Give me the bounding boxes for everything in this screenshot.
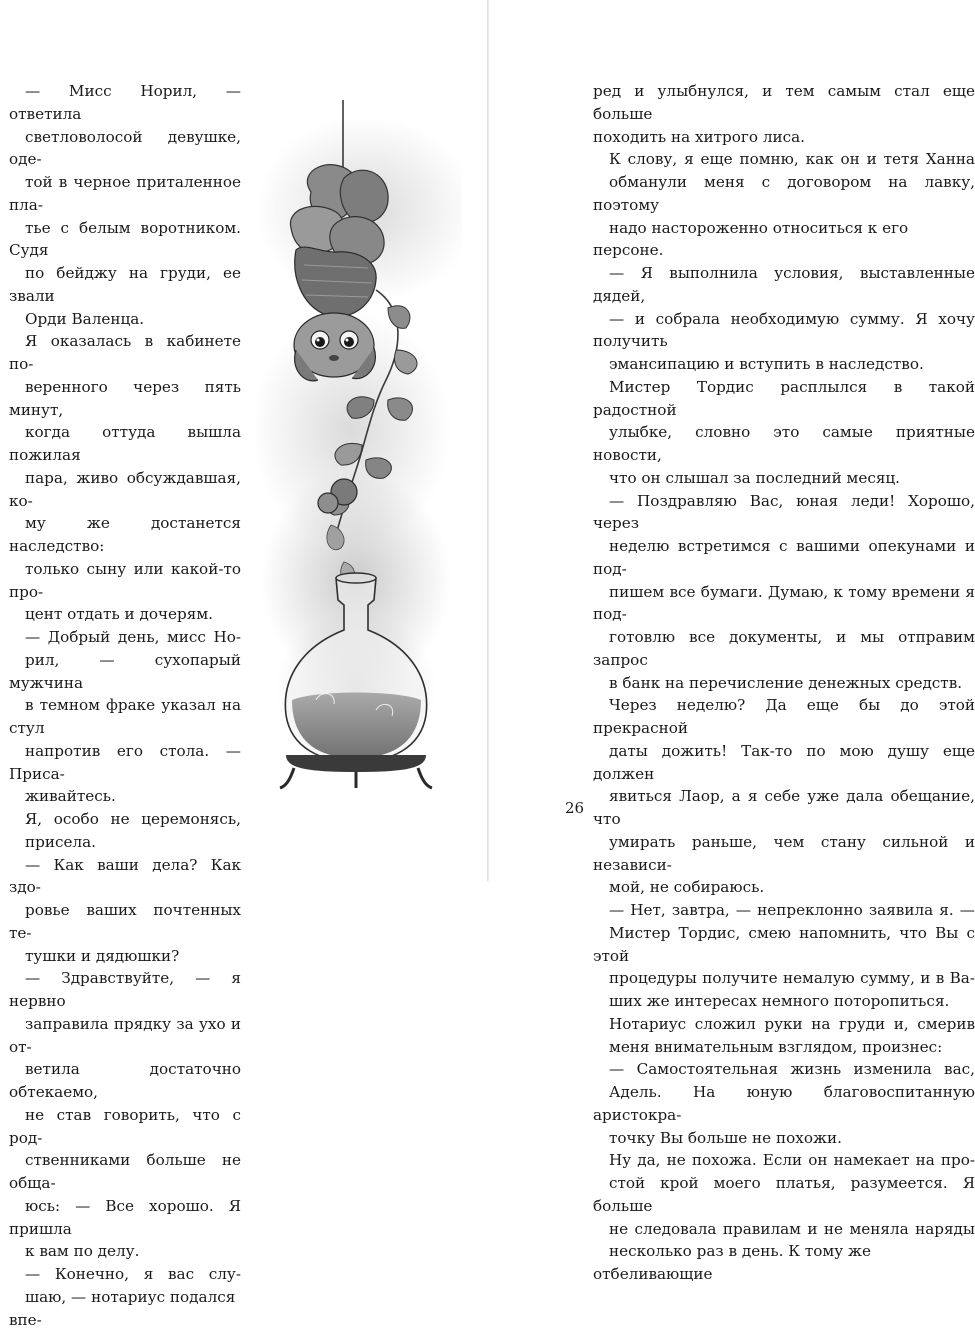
paragraph — [593, 148, 975, 262]
paragraph — [9, 330, 241, 626]
text-line: только сыну или какой-то про- — [9, 559, 241, 601]
text-line: умирать раньше, чем стану сильной и независи- — [593, 832, 975, 874]
text-line: надо настороженно относиться к его персоне. — [593, 218, 909, 260]
text-line: Орди Валенца. — [25, 309, 145, 328]
text-line: тье с белым воротником. Судя — [9, 218, 241, 260]
text-line: цент отдать и дочерям. — [25, 605, 213, 624]
text-line: эмансипацию и вступить в наследство. — [609, 355, 924, 373]
text-line: напротив его стола. — Приса- — [9, 741, 241, 783]
text-line: Ну да, не похожа. Если он намекает на про- — [609, 1151, 975, 1170]
text-line: не став говорить, что с род- — [9, 1105, 241, 1147]
paragraph — [593, 262, 975, 376]
text-line: пишем все бумаги. Думаю, к тому времени я под- — [593, 582, 975, 624]
text-line: — Я выполнила условия, выставленные дядей, — [593, 264, 975, 305]
text-line: ред и улыбнулся, и тем самым стал еще больше — [593, 82, 975, 123]
paragraph — [593, 1058, 975, 1149]
text-line: — Поздравляю Вас, юная леди! Хорошо, через — [593, 491, 975, 533]
text-line: заправила прядку за ухо и от- — [9, 1014, 241, 1056]
paragraph — [593, 80, 975, 148]
text-line: меня внимательным взглядом, произнес: — [609, 1037, 943, 1056]
text-line: обманули меня с договором на лавку, поэтому — [593, 173, 975, 214]
text-line: живайтесь. — [25, 787, 116, 806]
text-line: в банк на перечисление денежных средств. — [609, 673, 963, 692]
text-line: несколько раз в день. К тому же отбеливающие — [593, 1242, 871, 1283]
text-line: — и собрала необходимую сумму. Я хочу получить — [593, 309, 975, 351]
text-line: улыбке, словно это самые приятные новости, — [593, 423, 975, 464]
text-line: неделю встретимся с вашими опекунами и под- — [593, 537, 975, 578]
text-line: — Добрый день, мисс Но- — [25, 628, 241, 646]
paragraph — [9, 808, 241, 854]
text-line: готовлю все документы, и мы отправим запрос — [593, 628, 975, 669]
text-line: шаю, — нотариус подался впе- — [9, 1287, 236, 1329]
paragraph — [9, 854, 241, 968]
text-line: походить на хитрого лиса. — [593, 127, 805, 146]
text-line: К слову, я еще помню, как он и тетя Ханна — [609, 150, 975, 169]
text-line: присела. — [25, 832, 96, 851]
text-line: явиться Лаор, а я себе уже дала обещание, что — [593, 787, 975, 828]
text-line: ших же интересах немного поторопиться. — [609, 992, 950, 1010]
paragraph — [9, 1263, 241, 1331]
text-line: когда оттуда вышла пожилая — [9, 423, 241, 464]
paragraph — [593, 1013, 975, 1059]
hanging-creature-potion-illustration — [256, 100, 462, 790]
text-line: светловолосой девушке, оде- — [9, 127, 241, 169]
page-number: 26 — [565, 799, 585, 817]
text-line: в темном фраке указал на стул — [9, 696, 241, 737]
text-line: ственниками больше не обща- — [9, 1151, 241, 1192]
paragraph — [593, 490, 975, 695]
text-line: Нотариус сложил руки на груди и, смерив — [609, 1014, 975, 1033]
text-line: Через неделю? Да еще бы до этой прекрасной — [593, 696, 975, 737]
text-line: веренного через пять минут, — [9, 377, 241, 419]
paragraph — [593, 376, 975, 490]
text-line: рил, — сухопарый мужчина — [9, 650, 241, 692]
paragraph — [593, 694, 975, 899]
text-line: Адель. На юную благовоспитанную аристокра- — [593, 1083, 975, 1124]
right-page — [489, 0, 975, 1283]
text-line: пара, живо обсуждавшая, ко- — [9, 468, 241, 510]
text-line: Мистер Тордис расплылся в такой радостной — [593, 377, 975, 419]
paragraph — [593, 899, 975, 1013]
text-line: юсь: — Все хорошо. Я пришла — [9, 1196, 241, 1238]
text-line: — Мисс Норил, — ответила — [9, 82, 241, 123]
paragraph — [9, 626, 241, 808]
text-line: что он слышал за последний месяц. — [609, 468, 901, 487]
paragraph — [9, 967, 241, 1263]
left-page — [0, 0, 487, 1329]
text-line: ветила достаточно обтекаемо, — [9, 1060, 241, 1101]
text-line: му же достанется наследство: — [9, 514, 241, 555]
text-line: — Конечно, я вас слу- — [25, 1265, 241, 1283]
text-line: тушки и дядюшки? — [25, 946, 180, 965]
paragraph — [593, 1149, 975, 1286]
text-line: Я, особо не церемонясь, — [25, 810, 241, 828]
text-line: той в черное приталенное пла- — [9, 173, 241, 214]
paragraph — [9, 80, 241, 330]
text-line: Я оказалась в кабинете по- — [9, 332, 241, 373]
text-line: мой, не собираюсь. — [609, 878, 765, 897]
text-line: — Нет, завтра, — непреклонно заявила я. — — [609, 901, 975, 919]
right-text-column — [593, 80, 975, 1286]
text-line: ровье ваших почтенных те- — [9, 901, 241, 942]
text-line: Мистер Тордис, смею напомнить, что Вы с этой — [593, 923, 975, 965]
text-line: не следовала правилам и не меняла наряды — [609, 1219, 975, 1238]
text-line: — Здравствуйте, — я нервно — [9, 969, 241, 1010]
text-line: к вам по делу. — [25, 1242, 140, 1261]
text-line: — Самостоятельная жизнь изменила вас, — [609, 1060, 975, 1079]
left-text-column — [9, 80, 241, 1331]
text-line: даты дожить! Так-то по мою душу еще должен — [593, 741, 975, 783]
text-line: процедуры получите немалую сумму, и в Ва- — [609, 969, 975, 988]
text-line: стой крой моего платья, разумеется. Я больше — [593, 1174, 975, 1215]
text-line: по бейджу на груди, ее звали — [9, 264, 241, 305]
text-line: точку Вы больше не похожи. — [609, 1128, 842, 1147]
text-line: — Как ваши дела? Как здо- — [9, 855, 241, 897]
